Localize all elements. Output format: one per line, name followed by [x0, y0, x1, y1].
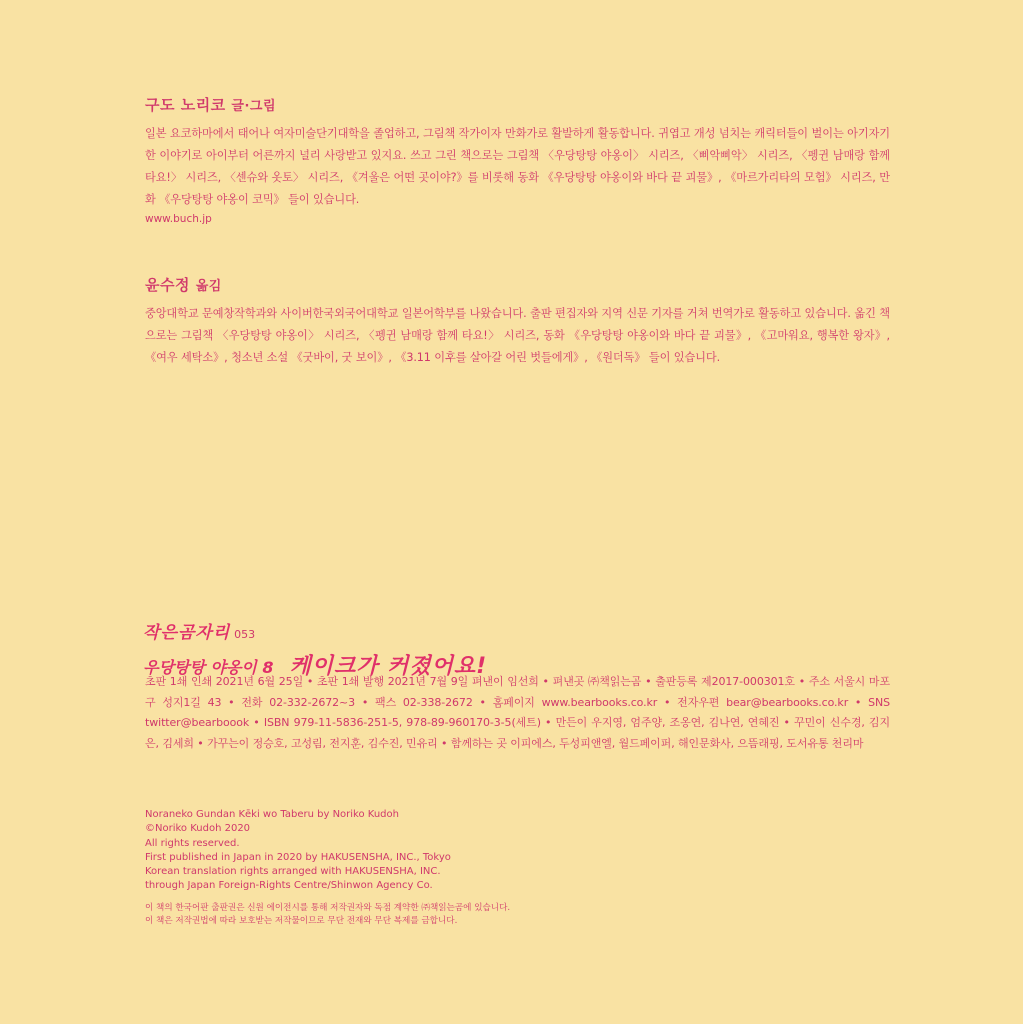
- copyright-line: ©Noriko Kudoh 2020: [145, 823, 251, 835]
- translator-heading: [145, 274, 890, 295]
- copyright-line: First published in Japan in 2020 by HAKUSENSHA, INC., Tokyo: [145, 851, 451, 863]
- series-logo-line: [143, 618, 888, 643]
- translator-name: 윤수정: [145, 276, 190, 294]
- series-name: 우당탕탕 야옹이 8: [143, 658, 274, 677]
- translator-bio: 중앙대학교 문예창작학과와 사이버한국외국어대학교 일본어학부를 나왔습니다. 출판 편집자와 지역 신문 기자를 거쳐 번역가로 활동하고 있습니다. 옮긴 책으로는 그림책 〈우당탕탕 야옹이〉 시리즈, 〈펭귄 남매랑 함께 타요!〉 시리즈, 동화 《우당탕탕 야옹이와 바다 끝 괴물》, 《고마워요, 행복한 왕자》, 《여우 세탁소》, 청소년 소설 《굿바이, 굿 보이》, 《3.11 이후를 살아갈 어린 벗들에게》, 《원더독》 들이 있습니다.: [145, 307, 890, 364]
- author-url: www.buch.jp: [145, 213, 212, 225]
- notice-line: 이 책은 저작권법에 따라 보호받는 저작물이므로 무단 전재와 무단 복제를 금합니다.: [145, 915, 458, 926]
- translator-section: [145, 274, 890, 369]
- series-section: [143, 618, 888, 680]
- author-heading: [145, 94, 890, 115]
- notice-line: 이 책의 한국어판 출판권은 신원 에이전시를 통해 저작권자와 독점 계약한 ㈜책읽는곰에 있습니다.: [145, 903, 511, 913]
- author-name: 구도 노리코: [145, 96, 226, 114]
- translator-role: 옮김: [195, 279, 222, 294]
- colophon-text: 초판 1쇄 인쇄 2021년 6월 25일 • 초판 1쇄 발행 2021년 7월 9일 펴낸이 임선희 • 펴낸곳 ㈜책읽는곰 • 출판등록 제2017-000301호 • 주소 서울시 마포구 성지1길 43 • 전화 02-332-2672~3 • 팩스 02-338-2672 • 홈페이지 www.bearbooks.co.kr • 전자우편 bear@bearbooks.co.kr • SNS twitter@bearboook • ISBN 979-11-5836-251-5, 978-89-960170-3-5(세트) • 만든이 우지영, 엄주양, 조옹연, 김나연, 연혜진 • 꾸민이 신수경, 김지은, 김세희 • 가꾸는이 정승호, 고성림, 전지훈, 김수진, 민유리 • 함께하는 곳 이피에스, 두성피앤엘, 월드페이퍼, 해인문화사, 으뜸래핑, 도서유통 천리마: [145, 675, 890, 750]
- copyright-line: All rights reserved.: [145, 837, 240, 849]
- copyright-line: Korean translation rights arranged with HAKUSENSHA, INC.: [145, 866, 441, 878]
- series-number: 053: [234, 628, 256, 641]
- book-title: 케이크가 커졌어요!: [289, 654, 488, 679]
- author-bio: 일본 요코하마에서 태어나 여자미술단기대학을 졸업하고, 그림책 작가이자 만화가로 활발하게 활동합니다. 귀엽고 개성 넘치는 캐릭터들이 벌이는 아기자기한 이야기로 아이부터 어른까지 널리 사랑받고 있지요. 쓰고 그린 책으로는 그림책 〈우당탕탕 야옹이〉 시리즈, 〈삐악삐악〉 시리즈, 〈펭귄 남매랑 함께 타요!〉 시리즈, 〈센슈와 옷토〉 시리즈, 《겨울은 어떤 곳이야?》를 비롯해 동화 《우당탕탕 야옹이와 바다 끝 괴물》, 《마르가리타의 모험》 시리즈, 만화 《우당탕탕 야옹이 코믹》 들이 있습니다.: [145, 127, 890, 206]
- copyright-line: Noraneko Gundan Kēki wo Taberu by Noriko Kudoh: [145, 809, 399, 820]
- author-role: 글·그림: [231, 99, 277, 114]
- series-logo: 작은곰자리: [143, 623, 231, 643]
- author-section: [145, 94, 890, 225]
- copyright-line: through Japan Foreign-Rights Centre/Shinwon Agency Co.: [145, 880, 433, 892]
- notice-section: [145, 902, 890, 927]
- colophon-section: [145, 672, 890, 754]
- copyright-section: [145, 808, 890, 894]
